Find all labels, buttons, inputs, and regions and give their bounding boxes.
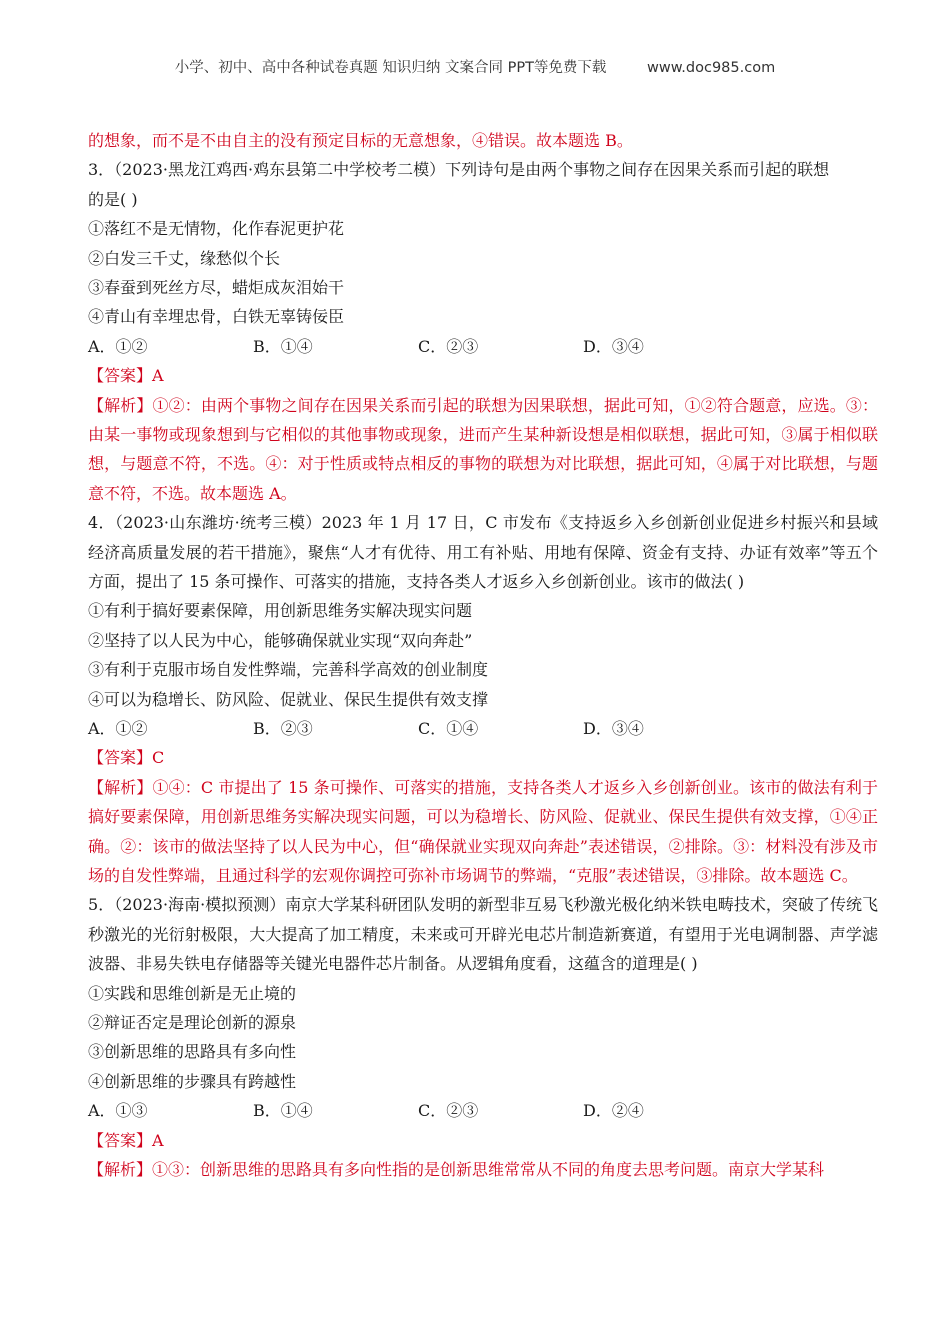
statement-4: ④青山有幸埋忠骨，白铁无辜铸佞臣: [88, 307, 345, 327]
statement-1: ①有利于搞好要素保障，用创新思维务实解决现实问题: [88, 601, 473, 621]
option-a: A．①③: [88, 1101, 148, 1121]
answer-line: [88, 1126, 878, 1155]
question-5: [88, 890, 878, 1184]
question-3: [88, 155, 878, 508]
answer-value: A: [152, 366, 164, 386]
question-stem: 5．（2023·海南·模拟预测）南京大学某科研团队发明的新型非互易飞秒激光极化纳米铁电畴技术，突破了传统飞秒激光的光衍射极限，大大提高了加工精度，未来或可开辟光电芯片制造新赛道，有望用于光电调制器、声学滤波器、非易失铁电存储器等关键光电器件芯片制备。从逻辑角度看，这蕴含的道理是( ): [88, 895, 878, 974]
header-url[interactable]: www.doc985.com: [647, 60, 776, 76]
options-row: [88, 1096, 878, 1125]
analysis-text: ①④：C 市提出了 15 条可操作、可落实的措施，支持各类人才返乡入乡创新创业。该市的做法有利于搞好要素保障，用创新思维务实解决现实问题，可以为稳增长、防风险、促就业、保民生提供有效支撑，①④正确。②：该市的做法坚持了以人民为中心，但“确保就业实现双向奔赴”表述错误，②排除。③：材料没有涉及市场的自发性弊端，且通过科学的宏观你调控可弥补市场调节的弊端，“克服”表述错误，③排除。故本题选 C。: [88, 777, 878, 885]
answer-label: 【答案】: [88, 748, 153, 768]
option-b: B．①④: [253, 336, 313, 356]
question-stem: 4．（2023·山东潍坊·统考三模）2023 年 1 月 17 日，C 市发布《支持返乡入乡创新创业促进乡村振兴和县域经济高质量发展的若干措施》，聚焦“人才有优待、用工有补贴、用地有保障、资金有支持、办证有效率”等五个方面，提出了 15 条可操作、可落实的措施，支持各类人才返乡入乡创新创业。该市的做法( ): [88, 513, 878, 591]
statement-2: ②白发三千丈，缘愁似个长: [88, 248, 281, 268]
option-b: B．②③: [253, 718, 313, 738]
statement-2: ②辩证否定是理论创新的源泉: [88, 1012, 297, 1032]
analysis: [88, 1155, 878, 1184]
statement-4: ④创新思维的步骤具有跨越性: [88, 1071, 297, 1091]
header-text: 小学、初中、高中各种试卷真题 知识归纳 文案合同 PPT等免费下载: [174, 60, 607, 76]
document-body: [88, 126, 878, 1184]
options-row: [88, 332, 878, 361]
option-d: D．③④: [583, 336, 644, 356]
option-a: A．①②: [88, 718, 148, 738]
question-stem: 3．（2023·黑龙江鸡西·鸡东县第二中学校考二模）下列诗句是由两个事物之间存在因果关系而引起的联想: [88, 160, 830, 180]
analysis-label: 【解析】: [88, 395, 153, 415]
option-c: C．②③: [418, 336, 479, 356]
question-4: [88, 508, 878, 890]
answer-value: A: [152, 1130, 164, 1150]
prev-analysis-tail: 的想象，而不是不由自主的没有预定目标的无意想象，④错误。故本题选 B。: [88, 131, 633, 150]
answer-line: [88, 361, 878, 390]
statement-3: ③创新思维的思路具有多向性: [88, 1042, 297, 1062]
statement-3: ③有利于克服市场自发性弊端，完善科学高效的创业制度: [88, 660, 489, 680]
statement-2: ②坚持了以人民为中心，能够确保就业实现“双向奔赴”: [88, 630, 473, 650]
analysis-label: 【解析】: [88, 777, 153, 797]
option-b: B．①④: [253, 1101, 313, 1121]
option-a: A．①②: [88, 336, 148, 356]
analysis: [88, 773, 878, 891]
analysis-label: 【解析】: [88, 1159, 153, 1179]
answer-label: 【答案】: [88, 366, 153, 386]
statement-4: ④可以为稳增长、防风险、促就业、保民生提供有效支撑: [88, 689, 489, 709]
page-header: [0, 56, 950, 77]
statement-3: ③春蚕到死丝方尽，蜡炬成灰泪始干: [88, 277, 345, 297]
answer-value: C: [152, 748, 165, 768]
answer-label: 【答案】: [88, 1130, 153, 1150]
option-c: C．②③: [418, 1101, 479, 1121]
option-c: C．①④: [418, 718, 479, 738]
options-row: [88, 714, 878, 743]
statement-1: ①实践和思维创新是无止境的: [88, 983, 297, 1003]
answer-line: [88, 743, 878, 772]
option-d: D．③④: [583, 718, 644, 738]
option-d: D．②④: [583, 1101, 644, 1121]
analysis-text: ①③：创新思维的思路具有多向性指的是创新思维常常从不同的角度去思考问题。南京大学某科: [152, 1159, 825, 1179]
statement-1: ①落红不是无情物，化作春泥更护花: [88, 219, 345, 239]
analysis-text: ①②：由两个事物之间存在因果关系而引起的联想为因果联想，据此可知，①②符合题意，应选。③：由某一事物或现象想到与它相似的其他事物或现象，进而产生某种新设想是相似联想，据此可知，③属于相似联想，与题意不符，不选。④：对于性质或特点相反的事物的联想为对比联想，据此可知，④属于对比联想，与题意不符，不选。故本题选 A。: [88, 395, 878, 503]
analysis: [88, 391, 878, 509]
question-stem-cont: 的是( ): [88, 189, 138, 209]
